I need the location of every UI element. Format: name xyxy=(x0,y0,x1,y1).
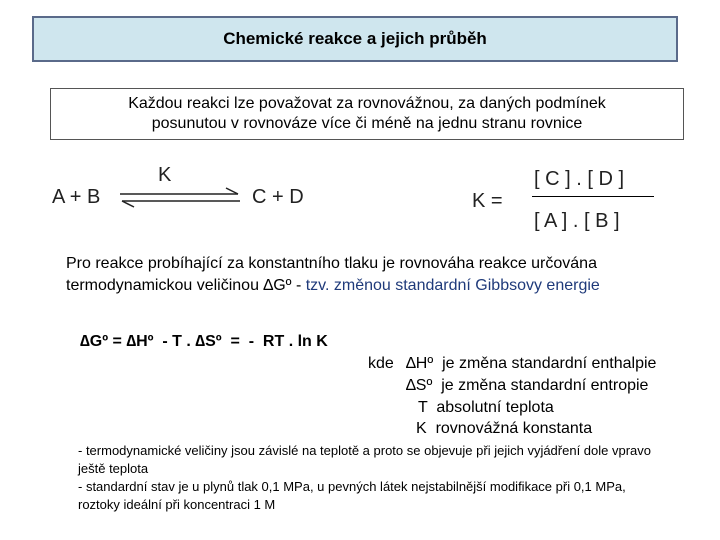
denominator: [ A ] . [ B ] xyxy=(534,210,620,232)
products: C + D xyxy=(252,186,304,208)
gibbs-line-1: Pro reakce probíhající za konstantního tlaku je rovnováha reakce určována xyxy=(66,255,597,272)
notes xyxy=(78,442,708,514)
intro-line-2: posunutou v rovnováze více či méně na jednu stranu rovnice xyxy=(151,115,583,132)
note-line-4: roztoky ideální při koncentraci 1 M xyxy=(78,497,276,512)
legend-enthalpy: ∆Hº je změna standardní enthalpie xyxy=(406,355,657,372)
k-equals: K = xyxy=(472,190,503,212)
note-line-1: - termodynamické veličiny jsou závislé na teplotě a proto se objevuje při jejich vyjádření dole vpravo xyxy=(78,443,652,458)
note-line-2: ještě teplota xyxy=(78,461,149,476)
page-title: Chemické reakce a jejich průběh xyxy=(223,29,487,48)
reactants: A + B xyxy=(52,186,101,208)
gibbs-highlight: tzv. změnou standardní Gibbsovy energie xyxy=(305,277,600,294)
legend-temperature: T absolutní teplota xyxy=(418,399,554,416)
equilibrium-constant-label: K xyxy=(158,164,172,186)
title-banner xyxy=(32,16,678,62)
intro-line-1: Každou reakci lze považovat za rovnovážnou, za daných podmínek xyxy=(128,95,606,112)
gibbs-paragraph xyxy=(66,253,600,297)
fraction-line xyxy=(532,196,654,197)
equilibrium-arrow-icon xyxy=(118,186,242,210)
legend-entropy: ∆Sº je změna standardní entropie xyxy=(406,377,649,394)
note-line-3: - standardní stav je u plynů tlak 0,1 MPa, u pevných látek nejstabilnější modifikace při 0,1 MPa, xyxy=(78,479,626,494)
legend-constant: K rovnovážná konstanta xyxy=(416,420,593,437)
intro-box xyxy=(50,88,684,140)
gibbs-line-2-prefix: termodynamickou veličinou ∆Gº - xyxy=(66,277,306,294)
numerator: [ C ] . [ D ] xyxy=(534,168,625,190)
gibbs-line-2 xyxy=(66,275,600,297)
gibbs-formula: ∆Gº = ∆Hº - T . ∆Sº = - RT . ln K xyxy=(80,333,328,350)
legend-kde: kde xyxy=(368,355,394,372)
